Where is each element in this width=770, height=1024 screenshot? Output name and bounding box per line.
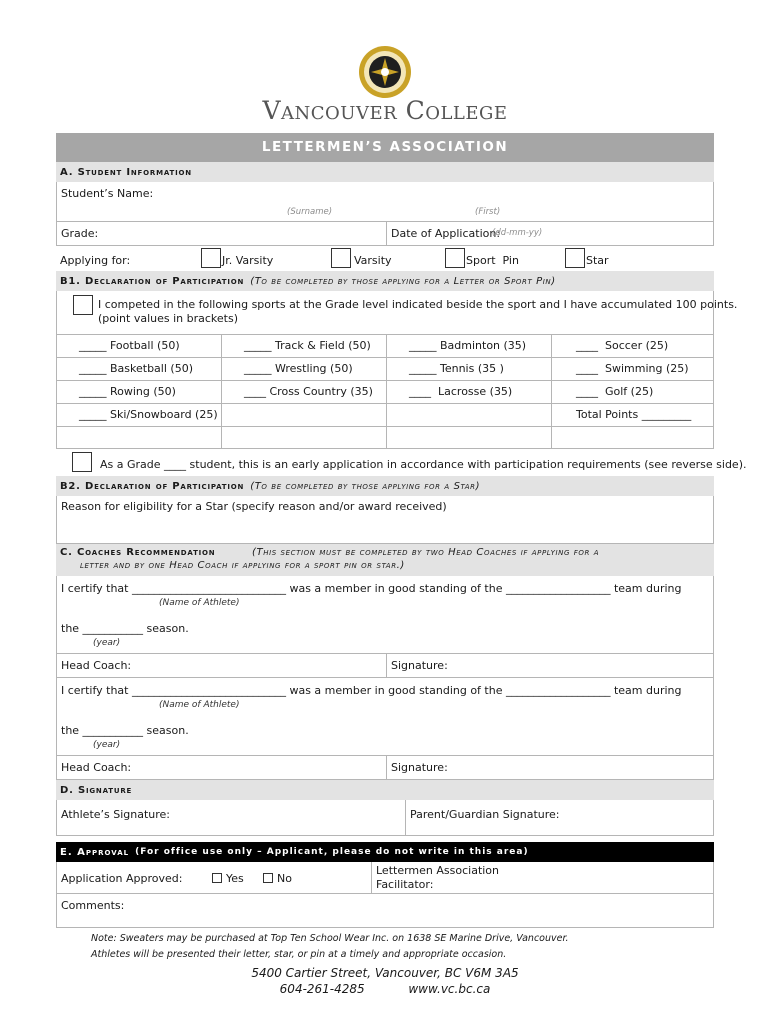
sports-cell[interactable] — [221, 404, 386, 426]
section-d-heading: D. Signature — [56, 780, 714, 800]
sports-cell[interactable] — [57, 358, 221, 380]
form — [56, 133, 747, 928]
head-coach-label: Head Coach: — [61, 761, 132, 774]
sport-entry: ____ Lacrosse (35) — [409, 385, 513, 398]
signature-row — [56, 800, 714, 836]
sports-cell[interactable] — [551, 404, 715, 426]
coach-certification-block[interactable] — [56, 576, 714, 654]
sports-empty-row — [56, 427, 714, 449]
approved-no-label: No — [277, 872, 292, 885]
sports-row — [56, 335, 714, 358]
section-e-heading — [56, 842, 714, 862]
sports-cell[interactable] — [551, 335, 715, 357]
surname-hint: (Surname) — [287, 207, 333, 217]
b1-statement-row — [56, 291, 738, 335]
footer-web[interactable]: www.vc.bc.ca — [408, 982, 491, 996]
section-b1-note: (To be completed by those applying for a Letter or Sport Pin) — [250, 275, 556, 287]
section-c-title: C. Coaches Recommendation — [60, 547, 216, 558]
sports-cell[interactable] — [221, 358, 386, 380]
b1-statement-checkbox[interactable] — [73, 295, 93, 315]
section-e-title: E. Approval — [60, 846, 130, 858]
approved-yes-checkbox[interactable] — [212, 873, 222, 883]
early-application-row — [56, 449, 747, 476]
students-name-row[interactable] — [56, 182, 714, 222]
parent-signature-label: Parent/Guardian Signature: — [410, 808, 560, 821]
section-e-note: (For office use only – Applicant, please do not write in this area) — [135, 847, 529, 857]
coach-signature-label: Signature: — [391, 761, 448, 774]
sport-entry: _____ Badminton (35) — [409, 339, 527, 352]
sports-row — [56, 381, 714, 404]
sports-cell[interactable] — [57, 404, 221, 426]
sports-row — [56, 358, 714, 381]
approval-label: Application Approved: — [61, 872, 183, 885]
comments-label: Comments: — [61, 899, 125, 912]
sport-pin-label: Sport Pin — [466, 254, 519, 267]
form-title: LETTERMEN’S ASSOCIATION — [56, 133, 714, 162]
varsity-checkbox[interactable] — [331, 248, 351, 268]
year-hint: (year) — [93, 740, 121, 750]
certify-text: I certify that ____________________________ was a member in good standing of the ___________________ team during — [61, 582, 682, 595]
early-application-text: As a Grade ____ student, this is an early application in accordance with participation requirements (see reverse side). — [100, 458, 747, 471]
athlete-signature-label: Athlete’s Signature: — [61, 808, 171, 821]
crest-logo — [357, 44, 413, 100]
date-hint: (dd-mm-yy) — [492, 228, 543, 238]
varsity-label: Varsity — [354, 254, 392, 267]
parent-signature-field[interactable] — [405, 800, 713, 835]
sports-cell[interactable] — [386, 381, 551, 403]
coach-recommendations — [56, 576, 714, 780]
approved-no-checkbox[interactable] — [263, 873, 273, 883]
sports-cell[interactable] — [386, 335, 551, 357]
coach-signature-field[interactable] — [386, 756, 713, 779]
sport-entry: ____ Golf (25) — [576, 385, 654, 398]
b1-statement-line1: I competed in the following sports at the Grade level indicated beside the sport and I have accumulated 100 points. — [98, 298, 738, 311]
grade-row — [56, 222, 714, 246]
facilitator-label-line1: Lettermen Association — [376, 864, 500, 877]
sport-entry: _____ Ski/Snowboard (25) — [79, 408, 218, 421]
star-reason-label: Reason for eligibility for a Star (specify reason and/or award received) — [61, 500, 447, 513]
section-b2-note: (To be completed by those applying for a Star) — [250, 480, 481, 492]
students-name-label: Student’s Name: — [61, 187, 154, 200]
star-reason-field[interactable] — [56, 496, 714, 544]
section-b2-title: B2. Declaration of Participation — [60, 480, 245, 492]
section-a-heading: A. Student Information — [56, 162, 714, 182]
footer-address: 5400 Cartier Street, Vancouver, BC V6M 3A5 — [251, 966, 519, 980]
sport-entry: _____ Tennis (35 ) — [409, 362, 504, 375]
jr-varsity-label: Jr. Varsity — [222, 254, 274, 267]
sport-entry: _____ Basketball (50) — [79, 362, 193, 375]
footer-phone: 604-261-4285 — [279, 982, 365, 996]
grade-field[interactable] — [57, 222, 386, 245]
coach-signature-row — [56, 756, 714, 780]
certify-text: I certify that ____________________________ was a member in good standing of the ___________________ team during — [61, 684, 682, 697]
grade-label: Grade: — [61, 227, 99, 240]
jr-varsity-checkbox[interactable] — [201, 248, 221, 268]
sport-entry: _____ Football (50) — [79, 339, 180, 352]
sports-grid — [56, 335, 714, 427]
footer-note-line2: Athletes will be presented their letter, star, or pin at a timely and appropriate occasion. — [91, 949, 507, 960]
year-hint: (year) — [93, 638, 121, 648]
sport-entry: ____ Cross Country (35) — [244, 385, 373, 398]
sport-entry: _____ Wrestling (50) — [244, 362, 353, 375]
sports-cell[interactable] — [221, 381, 386, 403]
sports-row — [56, 404, 714, 427]
sport-pin-checkbox[interactable] — [445, 248, 465, 268]
sport-entry: _____ Track & Field (50) — [244, 339, 371, 352]
sport-entry: _____ Rowing (50) — [79, 385, 176, 398]
approved-yes-label: Yes — [226, 872, 244, 885]
star-checkbox[interactable] — [565, 248, 585, 268]
section-b1-title: B1. Declaration of Participation — [60, 275, 245, 287]
applying-row — [56, 246, 714, 270]
head-coach-label: Head Coach: — [61, 659, 132, 672]
coach-signature-row — [56, 654, 714, 678]
date-label: Date of Application: — [391, 227, 501, 240]
comments-field[interactable] — [56, 894, 714, 928]
head-coach-field[interactable] — [57, 756, 386, 779]
b1-statement-line2: (point values in brackets) — [98, 312, 239, 325]
sports-cell[interactable] — [221, 335, 386, 357]
footer-note-line1: Note: Sweaters may be purchased at Top Ten School Wear Inc. on 1638 SE Marine Drive, Vancouver. — [91, 933, 569, 944]
sports-cell[interactable] — [386, 358, 551, 380]
coach-certification-block[interactable] — [56, 678, 714, 756]
facilitator-label-line2: Facilitator: — [376, 878, 434, 891]
sports-cell[interactable] — [386, 404, 551, 426]
approval-field — [57, 862, 371, 893]
head-coach-field[interactable] — [57, 654, 386, 677]
footer-contact — [0, 982, 770, 996]
coach-signature-field[interactable] — [386, 654, 713, 677]
season-text: the ___________ season. — [61, 724, 189, 737]
sport-entry: ____ Soccer (25) — [576, 339, 669, 352]
early-application-checkbox[interactable] — [72, 452, 92, 472]
approval-row — [56, 862, 714, 894]
athlete-name-hint: (Name of Athlete) — [159, 700, 240, 710]
section-c-note-line2: letter and by one Head Coach if applying for a sport pin or star.) — [80, 560, 405, 571]
sports-cell[interactable] — [57, 381, 221, 403]
section-b2-heading — [56, 476, 714, 496]
section-c-note-line1: (This section must be completed by two Head Coaches if applying for a — [252, 547, 600, 558]
section-c-heading — [56, 544, 714, 576]
sport-entry: Total Points _________ — [576, 408, 692, 421]
college-name: Vancouver College — [262, 96, 508, 125]
sports-cell[interactable] — [551, 381, 715, 403]
sports-cell[interactable] — [57, 335, 221, 357]
applying-for-label: Applying for: — [60, 254, 131, 267]
facilitator-field[interactable] — [371, 862, 713, 893]
first-hint: (First) — [475, 207, 501, 217]
athlete-signature-field[interactable] — [57, 800, 405, 835]
section-b1-heading — [56, 271, 714, 291]
sports-cell[interactable] — [551, 358, 715, 380]
season-text: the ___________ season. — [61, 622, 189, 635]
star-label: Star — [586, 254, 609, 267]
date-field[interactable] — [386, 222, 713, 245]
athlete-name-hint: (Name of Athlete) — [159, 598, 240, 608]
sport-entry: ____ Swimming (25) — [576, 362, 689, 375]
coach-signature-label: Signature: — [391, 659, 448, 672]
